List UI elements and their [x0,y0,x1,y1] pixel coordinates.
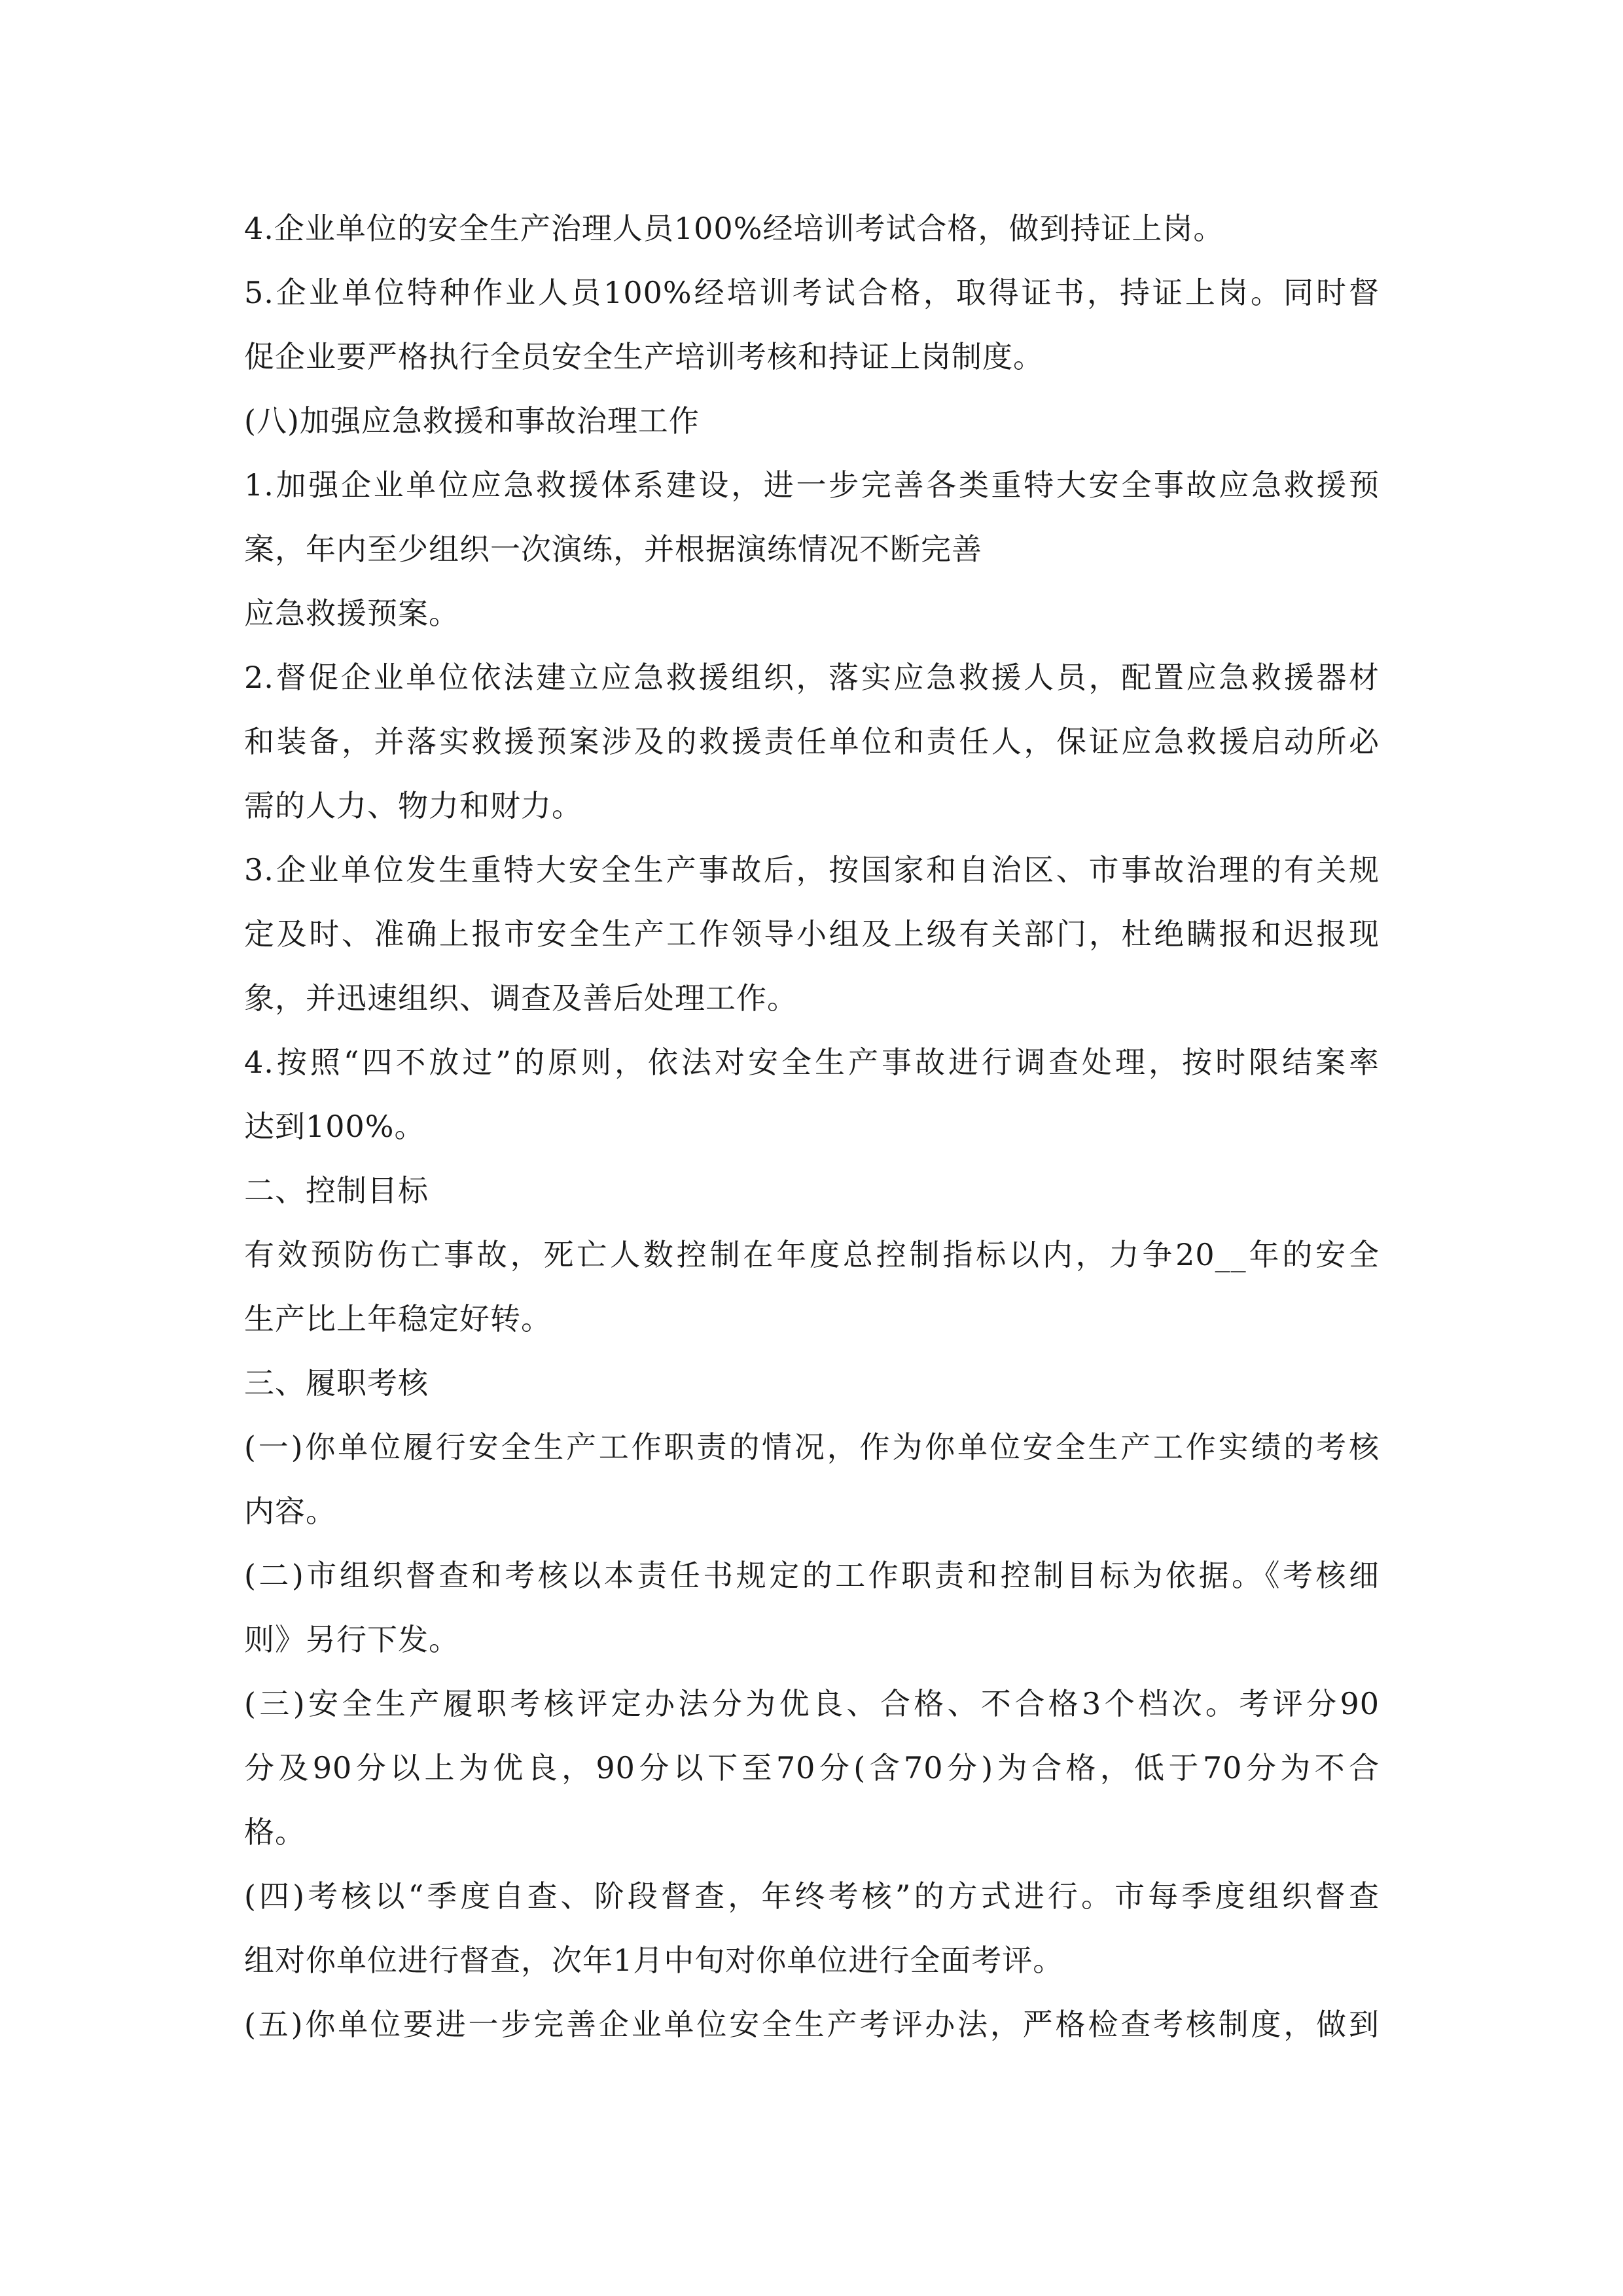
text-line: 5.企业单位特种作业人员100%经培训考试合格，取得证书，持证上岗。同时督 [244,275,1380,310]
text-line: 达到100%。 [244,1109,425,1144]
text-line: 则》另行下发。 [244,1622,459,1657]
text-line: 和装备，并落实救援预案涉及的救援责任单位和责任人，保证应急救援启动所必 [244,724,1380,759]
document-body [244,196,1383,2056]
text-line: 需的人力、物力和财力。 [244,788,582,823]
text-line: 应急救援预案。 [244,596,459,631]
text-line: 定及时、准确上报市安全生产工作领导小组及上级有关部门，杜绝瞒报和迟报现 [244,916,1380,952]
section-heading: 二、控制目标 [244,1173,429,1208]
text-line: 象，并迅速组织、调查及善后处理工作。 [244,980,798,1016]
section-heading: (八)加强应急救援和事故治理工作 [244,403,700,439]
text-line: 内容。 [244,1494,336,1529]
text-line: 4.按照“四不放过”的原则，依法对安全生产事故进行调查处理，按时限结案率 [244,1045,1380,1080]
text-line: 2.督促企业单位依法建立应急救援组织，落实应急救援人员，配置应急救援器材 [244,660,1380,695]
text-line: (一)你单位履行安全生产工作职责的情况，作为你单位安全生产工作实绩的考核 [244,1429,1380,1465]
text-line: (三)安全生产履职考核评定办法分为优良、合格、不合格3个档次。考评分90 [244,1686,1380,1721]
text-line: 案，年内至少组织一次演练，并根据演练情况不断完善 [244,531,982,567]
text-line: 1.加强企业单位应急救援体系建设，进一步完善各类重特大安全事故应急救援预 [244,467,1380,503]
text-line: 分及90分以上为优良，90分以下至70分(含70分)为合格，低于70分为不合 [244,1750,1380,1785]
text-line: (二)市组织督查和考核以本责任书规定的工作职责和控制目标为依据。《考核细 [244,1558,1380,1593]
text-line: 3.企业单位发生重特大安全生产事故后，按国家和自治区、市事故治理的有关规 [244,852,1380,888]
text-line: (五)你单位要进一步完善企业单位安全生产考评办法，严格检查考核制度，做到 [244,2007,1380,2042]
text-line: 促企业要严格执行全员安全生产培训考核和持证上岗制度。 [244,339,1044,374]
text-line: (四)考核以“季度自查、阶段督查，年终考核”的方式进行。市每季度组织督查 [244,1878,1380,1914]
text-line: 组对你单位进行督查，次年1月中旬对你单位进行全面考评。 [244,1943,1064,1978]
text-line: 格。 [244,1814,306,1850]
text-line: 生产比上年稳定好转。 [244,1301,552,1336]
text-line: 有效预防伤亡事故，死亡人数控制在年度总控制指标以内，力争20__年的安全 [244,1237,1380,1272]
section-heading: 三、履职考核 [244,1365,429,1401]
text-line: 4.企业单位的安全生产治理人员100%经培训考试合格，做到持证上岗。 [244,211,1224,246]
